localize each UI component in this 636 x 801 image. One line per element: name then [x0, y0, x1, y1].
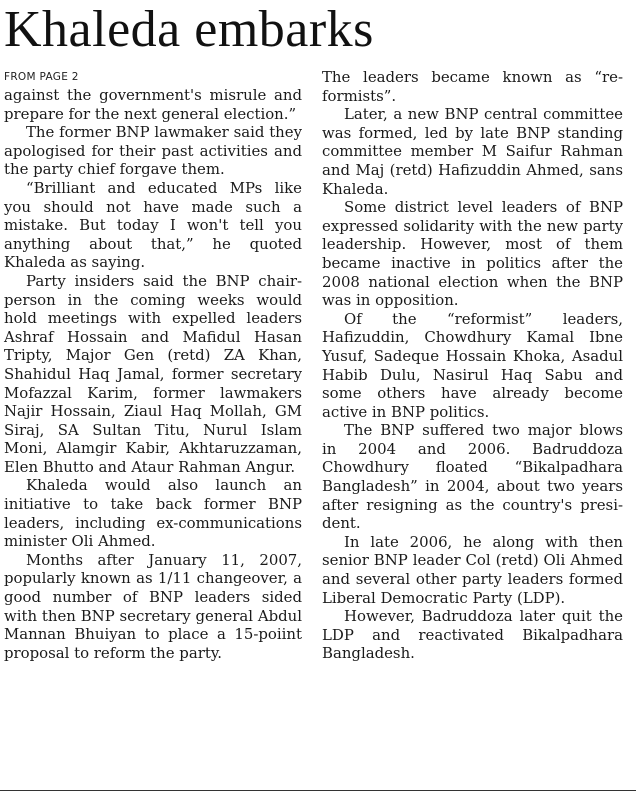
bottom-rule [0, 790, 636, 791]
paragraph: Months after January 11, 2007, popularly known as 1/11 changeover, a good number of BNP leaders sided with then BNP secretary general Abdul Mannan Bhuiyan to place a 15-poiint proposal to reform the party. [4, 550, 302, 662]
headline: Khaleda embarks [4, 1, 374, 58]
paragraph: Some district level leaders of BNP expressed solidarity with the new party leadership. However, most of them became inactive in politics after the 2008 national election when the BNP was in opposition. [322, 198, 623, 310]
paragraph: In late 2006, he along with then senior BNP leader Col (retd) Oli Ahmed and several other party leaders formed Liberal Democratic Party (LDP). [322, 532, 623, 607]
paragraph: against the government's misrule and prepare for the next general election.” [4, 86, 302, 123]
article-column-left [4, 68, 302, 662]
paragraph: Later, a new BNP central committee was formed, led by late BNP standing committee member M Saifur Rahman and Maj (retd) Hafizuddin Ahmed, sans Khaleda. [322, 105, 623, 198]
paragraph: The leaders became known as “re-formists”. [322, 68, 623, 105]
paragraph: “Brilliant and educated MPs like you should not have made such a mistake. But today I won't tell you anything about that,” he quoted Khaleda as saying. [4, 178, 302, 272]
paragraph: However, Badruddoza later quit the LDP and reactivated Bikalpadhara Bangladesh. [322, 607, 623, 663]
paragraph: Of the “reformist” leaders, Hafizuddin, Chowdhury Kamal Ibne Yusuf, Sadeque Hossain Khoka, Asadul Habib Dulu, Nasirul Haq Sabu and some others have already become active in BNP politics. [322, 309, 623, 421]
continuation-label: FROM PAGE 2 [4, 71, 79, 83]
paragraph: Khaleda would also launch an initiative to take back former BNP leaders, including ex-communications minister Oli Ahmed. [4, 476, 302, 551]
paragraph: The former BNP lawmaker said they apologised for their past activities and the party chief forgave them. [4, 123, 302, 179]
paragraph: Party insiders said the BNP chair-person in the coming weeks would hold meetings with expelled leaders Ashraf Hossain and Mafidul Hasan Tripty, Major Gen (retd) ZA Khan, Shahidul Haq Jamal, former secretary Mofazzal Karim, former lawmakers Najir Hossain, Ziaul Haq Mollah, GM Siraj, SA Sultan Titu, Nurul Islam Moni, Alamgir Kabir, Akhtaruzzaman, Elen Bhutto and Ataur Rahman Angur. [4, 271, 302, 476]
article-column-right [322, 68, 623, 663]
paragraph: The BNP suffered two major blows in 2004 and 2006. Badruddoza Chowdhury floated “Bikalpadhara Bangladesh” in 2004, about two years after resigning as the country's presi-dent. [322, 421, 623, 533]
